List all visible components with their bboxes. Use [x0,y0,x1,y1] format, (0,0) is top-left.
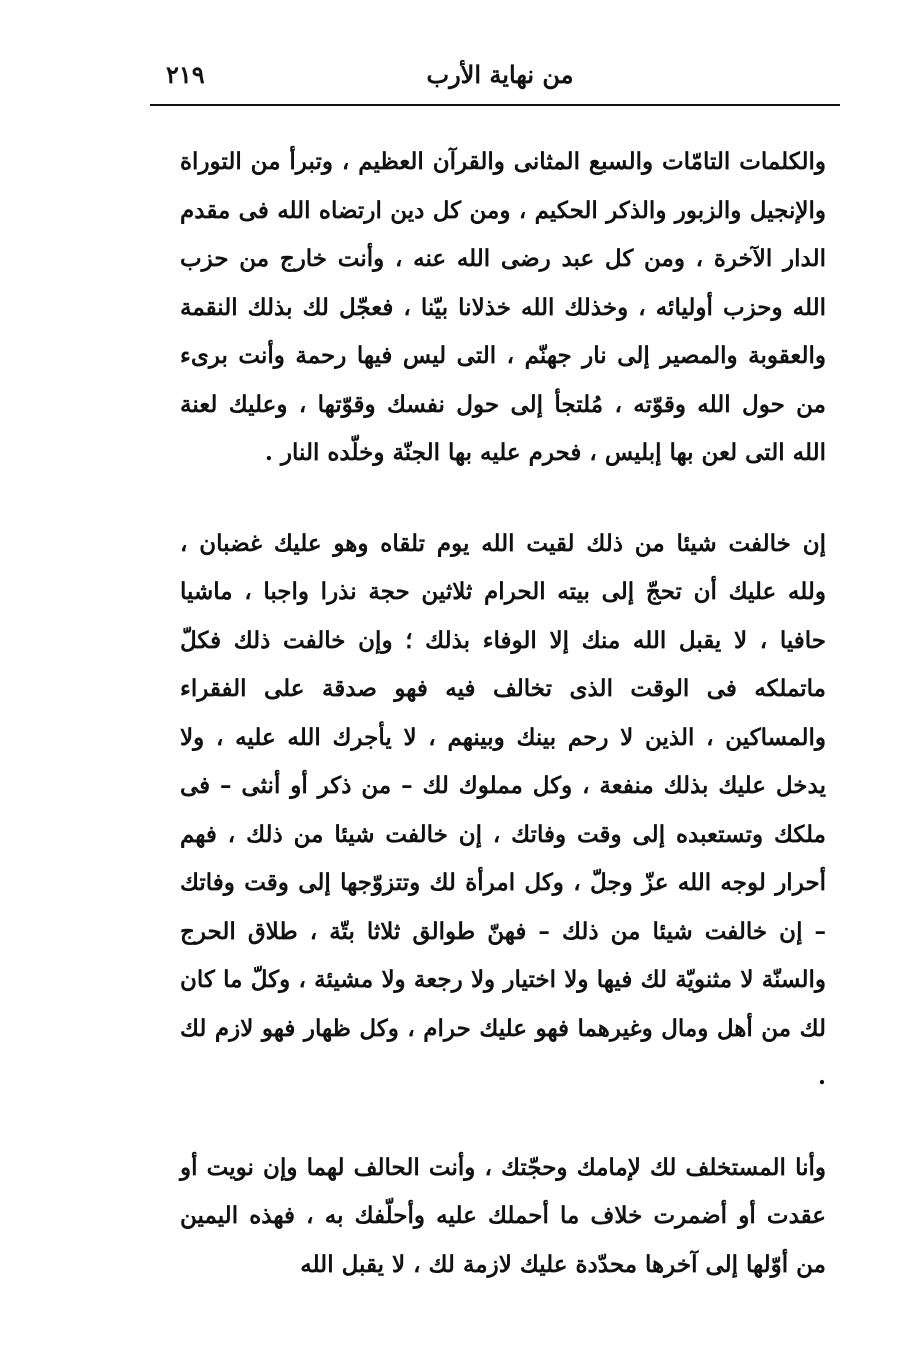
paragraph-1: والكلمات التامّات والسبع المثانى والقرآن العظيم ، وتبرأ من التوراة والإنجيل والزبور والذكر الحكيم ، ومن كل دين ارتضاه الله فى مقدم الدار الآخرة ، ومن كل عبد رضى الله عنه ، وأنت خارج من حزب الله وحزب أوليائه ، وخذلك الله خذلانا بيّنا ، فعجّل لك بذلك النقمة والعقوبة والمصير إلى نار جهنّم ، التى ليس فيها رحمة وأنت برىء من حول الله وقوّته ، مُلتجأ إلى حول نفسك وقوّتها ، وعليك لعنة الله التى لعن بها إبليس ، فحرم عليه بها الجنّة وخلّده النار . [180,148,826,466]
running-title: من نهاية الأرب [426,60,574,89]
page-number: ٢١٩ [166,60,205,89]
paragraph-2: إن خالفت شيئا من ذلك لقيت الله يوم تلقاه وهو عليك غضبان ، ولله عليك أن تحجّ إلى بيته الحرام ثلاثين حجة نذرا واجبا ، ماشيا حافيا ، لا يقبل الله منك إلا الوفاء بذلك ؛ وإن خالفت ذلك فكلّ ماتملكه فى الوقت الذى تخالف فيه فهو صدقة على الفقراء والمساكين ، الذين لا رحم بينك وبينهم ، لا يأجرك الله عليه ، ولا يدخل عليك بذلك منفعة ، وكل مملوك لك – من ذكر أو أنثى – فى ملكك وتستعبده إلى وقت وفاتك ، إن خالفت شيئا من ذلك ، فهم أحرار لوجه الله عزّ وجلّ ، وكل امرأة لك وتتزوّجها إلى وقت وفاتك – إن خالفت شيئا من ذلك – فهنّ طوالق ثلاثا بتّة ، طلاق الحرج والسنّة لا مثنويّة لك فيها ولا اختيار ولا رجعة ولا مشيئة ، وكلّ ما كان لك من أهل ومال وغيرهما فهو عليك حرام ، وكل ظهار فهو لازم لك . [180,529,826,1090]
page-header [160,52,840,100]
body-text [180,138,826,1289]
paragraph-3: وأنا المستخلف لك لإمامك وحجّتك ، وأنت الحالف لهما وإن نويت أو عقدت أو أضمرت خلاف ما أحملك عليه وأحلّفك به ، فهذه اليمين من أوّلها إلى آخرها محدّدة عليك لازمة لك ، لا يقبل الله [180,1153,826,1278]
header-rule [150,104,840,106]
